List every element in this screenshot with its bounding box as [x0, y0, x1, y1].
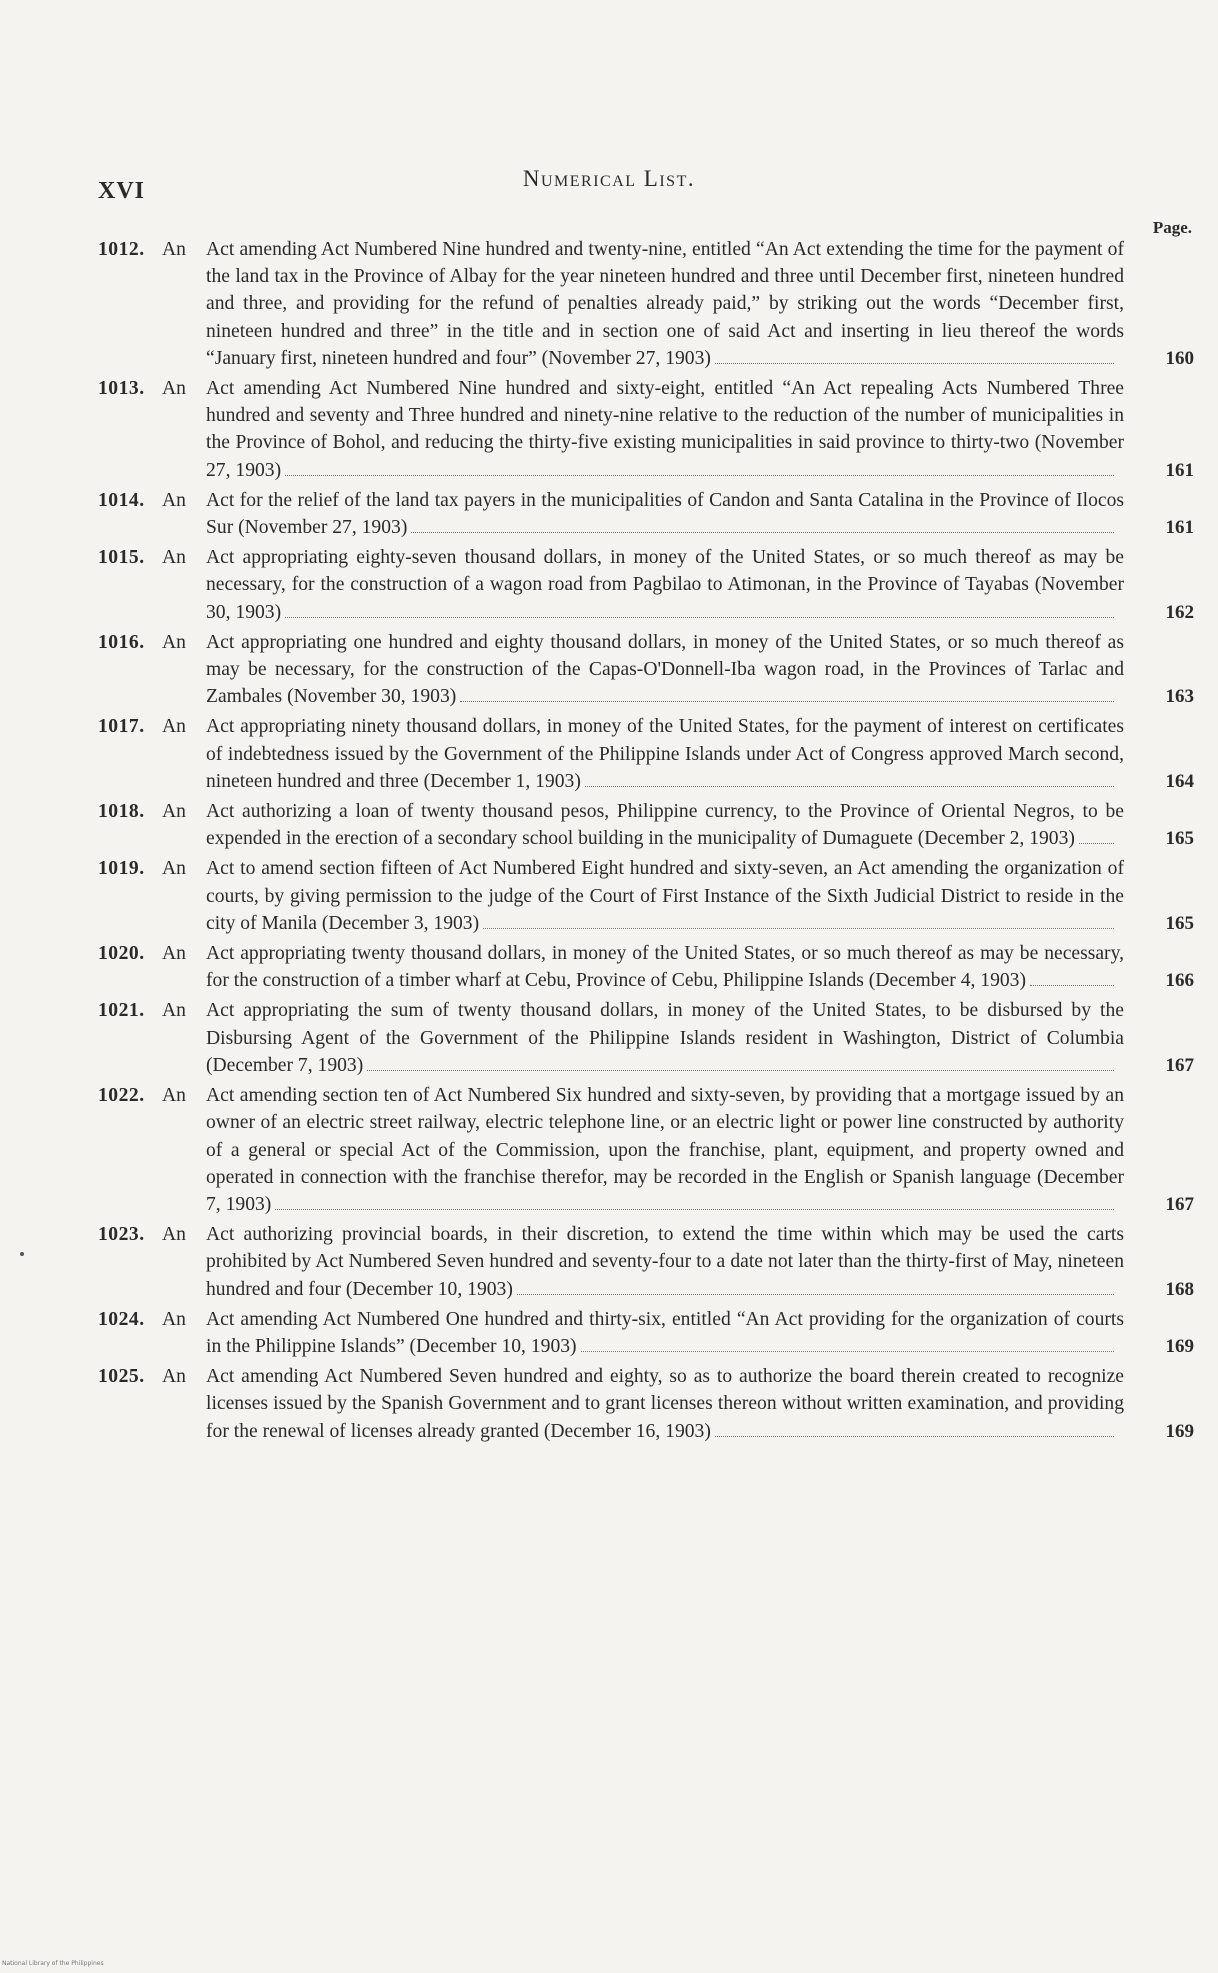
act-title: Act appropriating one hundred and eighty thousand dollars, in money of the United States, or so much thereof as may be necessary, for the construction of the Capas-O'Donnell-Iba wagon road, in the Provinces of Tarlac and Zambales (November 30, 1903) — [206, 631, 1124, 708]
act-number: 1025. — [98, 1366, 145, 1388]
list-item — [98, 997, 1194, 1079]
list-item — [98, 798, 1194, 852]
page-reference: 165 — [1165, 828, 1194, 850]
page-reference: 166 — [1165, 970, 1194, 992]
page-reference: 165 — [1165, 912, 1194, 934]
act-title: Act amending Act Numbered Nine hundred and sixty-eight, entitled “An Act repealing Acts Numbered Three hundred and seventy and Three hundred and ninety-nine relative to the reduction of the number of municipalities in the Province of Bohol, and reducing the thirty-five existing municipalities in said province to thirty-two (November 27, 1903) — [206, 378, 1124, 481]
list-item — [98, 487, 1194, 541]
leader-dots — [517, 1288, 1114, 1295]
running-title: Numerical List. — [522, 166, 696, 191]
article-word: An — [162, 239, 186, 260]
leader-dots — [285, 611, 1114, 618]
act-number: 1021. — [98, 1000, 145, 1022]
act-number: 1013. — [98, 378, 145, 400]
leader-dots — [411, 526, 1114, 533]
list-item — [98, 713, 1194, 795]
act-title: Act authorizing provincial boards, in their discretion, to extend the time within which may be used the carts prohibited by Act Numbered Seven hundred and seventy-four to a date not later than the thirty-first of May, nineteen hundred and four (December 10, 1903) — [206, 1224, 1124, 1300]
act-number: 1018. — [98, 801, 145, 823]
act-number: 1022. — [98, 1085, 145, 1107]
list-item — [98, 544, 1194, 626]
act-title: Act amending section ten of Act Numbered Six hundred and sixty-seven, by providing that a mortgage issued by an owner of an electric street railway, electric telephone line, or an electric light or power line constructed by authority of a general or special Act of the Commission, upon the franchise, plant, equipment, and property owned and operated in connection with the franchise therefor, may be recorded in the English or Spanish language (December 7, 1903) — [206, 1085, 1124, 1215]
list-item — [98, 236, 1194, 372]
act-number: 1017. — [98, 716, 145, 738]
act-number: 1016. — [98, 631, 145, 653]
leader-dots — [460, 695, 1114, 702]
list-item — [98, 1306, 1194, 1360]
page-reference: 162 — [1165, 601, 1194, 623]
leader-dots — [1079, 837, 1114, 844]
act-title: Act appropriating ninety thousand dollars, in money of the United States, for the payment of interest on certificates of indebtedness issued by the Government of the Philippine Islands under Act of Congress approved March second, nineteen hundred and three (December 1, 1903) — [206, 716, 1124, 792]
scan-note: National Library of the Philippines — [2, 1960, 104, 1967]
page-reference: 169 — [1165, 1335, 1194, 1357]
article-word: An — [162, 858, 186, 880]
article-word: An — [162, 1224, 186, 1246]
act-title: Act appropriating twenty thousand dollars, in money of the United States, or so much thereof as may be necessary, for the construction of a timber wharf at Cebu, Province of Cebu, Philippine Islands (December 4, 1903) — [206, 943, 1124, 992]
act-title: Act authorizing a loan of twenty thousand pesos, Philippine currency, to the Province of Oriental Negros, to be expended in the erection of a secondary school building in the municipality of Dumaguete (December 2, 1903) — [206, 801, 1124, 850]
page-reference: 163 — [1165, 686, 1194, 708]
article-word: An — [162, 1085, 186, 1107]
leader-dots — [715, 1430, 1114, 1437]
page-reference: 164 — [1165, 770, 1194, 792]
page-reference: 169 — [1165, 1420, 1194, 1442]
act-title: Act to amend section fifteen of Act Numbered Eight hundred and sixty-seven, an Act amending the organization of courts, by giving permission to the judge of the Court of First Instance of the Sixth Judicial District to reside in the city of Manila (December 3, 1903) — [206, 858, 1124, 934]
page-reference: 168 — [1165, 1278, 1194, 1300]
article-word: An — [162, 1308, 186, 1330]
act-number: 1012. — [98, 239, 145, 260]
list-item — [98, 940, 1194, 994]
leader-dots — [581, 1345, 1114, 1352]
article-word: An — [162, 547, 186, 569]
article-word: An — [162, 716, 186, 738]
act-title: Act appropriating eighty-seven thousand dollars, in money of the United States, or so much thereof as may be necessary, for the construction of a wagon road from Pagbilao to Atimonan, in the Province of Tayabas (November 30, 1903) — [206, 547, 1124, 623]
act-title: Act for the relief of the land tax payers in the municipalities of Candon and Santa Catalina in the Province of Ilocos Sur (November 27, 1903) — [206, 489, 1124, 539]
page-reference: 161 — [1165, 459, 1194, 481]
page-reference: 167 — [1165, 1193, 1194, 1215]
article-word: An — [162, 801, 186, 823]
act-title: Act appropriating the sum of twenty thousand dollars, in money of the United States, to be disbursed by the Disbursing Agent of the Government of the Philippine Islands resident in Washington, District of Columbia (December 7, 1903) — [206, 1000, 1124, 1076]
leader-dots — [275, 1203, 1114, 1210]
leader-dots — [367, 1064, 1114, 1071]
leader-dots — [715, 357, 1114, 364]
act-number: 1020. — [98, 943, 145, 965]
leader-dots — [483, 922, 1114, 929]
page-column-label: Page. — [1152, 218, 1192, 237]
act-number: 1019. — [98, 858, 145, 880]
list-item — [98, 375, 1194, 484]
act-title: Act amending Act Numbered Nine hundred and twenty-nine, entitled “An Act extending the time for the payment of the land tax in the Province of Albay for the year nineteen hundred and three until December first, nineteen hundred and three, and providing for the refund of penalties already paid,” by striking out the words “December first, nineteen hundred and three” in the title and in section one of said Act and inserting in lieu thereof the words “January first, nineteen hundred and four” (November 27, 1903) — [206, 239, 1124, 369]
article-word: An — [162, 489, 186, 511]
article-word: An — [162, 943, 186, 965]
act-number: 1014. — [98, 489, 145, 511]
page-number: XVI — [98, 178, 146, 204]
act-title: Act amending Act Numbered Seven hundred and eighty, so as to authorize the board therein created to recognize licenses issued by the Spanish Government and to grant licenses thereon without written examination, and providing for the renewal of licenses already granted (December 16, 1903) — [206, 1366, 1124, 1442]
entries-list — [98, 236, 1194, 1448]
page-reference: 161 — [1165, 517, 1194, 539]
act-title: Act amending Act Numbered One hundred and thirty-six, entitled “An Act providing for the organization of courts in the Philippine Islands” (December 10, 1903) — [206, 1308, 1124, 1357]
leader-dots — [285, 469, 1114, 476]
list-item — [98, 1363, 1194, 1445]
list-item — [98, 1082, 1194, 1218]
list-item — [98, 1221, 1194, 1303]
article-word: An — [162, 1000, 186, 1022]
speck — [20, 1252, 24, 1256]
article-word: An — [162, 631, 186, 653]
leader-dots — [585, 780, 1114, 787]
article-word: An — [162, 1366, 186, 1388]
act-number: 1023. — [98, 1224, 145, 1246]
leader-dots — [1030, 979, 1114, 986]
article-word: An — [162, 378, 186, 400]
list-item — [98, 855, 1194, 937]
page-reference: 167 — [1165, 1054, 1194, 1076]
list-item — [98, 629, 1194, 711]
page-reference: 160 — [1165, 347, 1194, 369]
act-number: 1015. — [98, 547, 145, 569]
act-number: 1024. — [98, 1308, 145, 1330]
